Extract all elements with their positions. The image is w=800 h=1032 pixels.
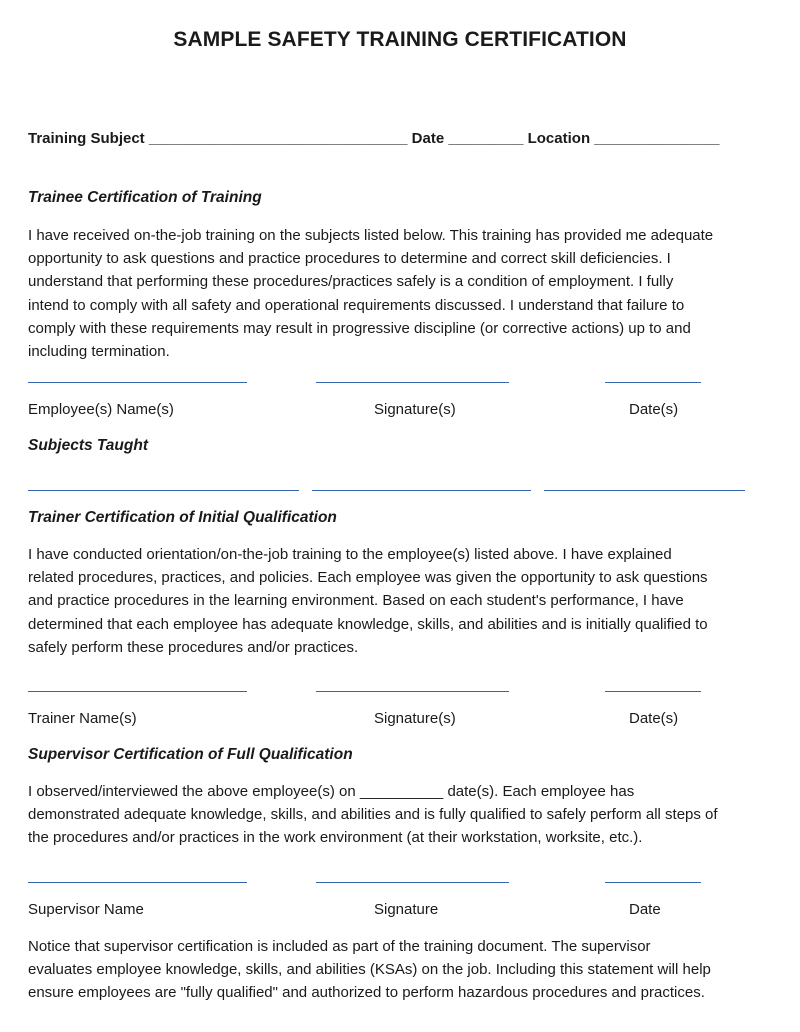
date-field[interactable]: _________ [448,130,524,147]
paragraph-line: evaluates employee knowledge, skills, and abilities (KSAs) on the job. Including this statement will help [28,961,711,979]
supervisor-name-label: Supervisor Name [28,901,144,918]
trainer-date-label: Date(s) [629,710,679,727]
paragraph-line: determined that each employee has adequate knowledge, skills, and abilities and is initially qualified to [28,615,708,633]
paragraph-line: the procedures and/or practices in the work environment (at their workstation, worksite, etc.). [28,829,643,847]
trainee-heading: Trainee Certification of Training [28,189,262,206]
supervisor-signature-line[interactable] [316,882,509,883]
training-subject-field[interactable]: _______________________________ [148,130,408,147]
subject-line-2[interactable] [312,490,531,491]
paragraph-line: including termination. [28,343,170,361]
employee-signature-line[interactable] [316,382,509,383]
paragraph-line: opportunity to ask questions and practice procedures to determine and correct skill deficiencies. I [28,250,671,268]
paragraph-line: I have conducted orientation/on-the-job training to the employee(s) listed above. I have explained [28,546,672,563]
employee-name-line[interactable] [28,382,247,383]
supervisor-heading: Supervisor Certification of Full Qualification [28,746,353,763]
trainer-name-line[interactable] [28,691,247,692]
supervisor-signature-label: Signature [374,901,439,918]
trainer-signature-line[interactable] [316,691,509,692]
employee-signature-label: Signature(s) [374,401,456,418]
supervisor-paragraph [28,780,788,850]
paragraph-line: understand that performing these procedures/practices safely is a condition of employment. I fully [28,273,674,291]
paragraph-line: related procedures, practices, and policies. Each employee was given the opportunity to ask questions [28,569,708,587]
paragraph-line: Notice that supervisor certification is included as part of the training document. The supervisor [28,938,651,955]
training-subject-label: Training Subject [28,130,145,147]
trainer-paragraph [28,543,788,659]
paragraph-line: and practice procedures in the learning environment. Based on each student's performance, I have [28,592,684,610]
trainer-date-line[interactable] [605,691,701,692]
header-fields [28,130,719,147]
employee-date-line[interactable] [605,382,701,383]
supervisor-date-label: Date [629,901,661,918]
subject-line-3[interactable] [544,490,745,491]
subjects-heading: Subjects Taught [28,437,148,454]
paragraph-line: safely perform these procedures and/or practices. [28,638,359,656]
paragraph-line: I have received on-the-job training on the subjects listed below. This training has provided me adequate [28,227,714,244]
paragraph-line: comply with these requirements may result in progressive discipline (or corrective actions) up to and [28,319,691,337]
paragraph-line: ensure employees are "fully qualified" and authorized to perform hazardous procedures and practices. [28,984,705,1002]
paragraph-line: I observed/interviewed the above employee(s) on __________ date(s). Each employee has [28,783,635,800]
trainee-paragraph [28,224,788,363]
date-label: Date [411,130,445,147]
location-field[interactable]: _______________ [594,130,720,147]
trainer-heading: Trainer Certification of Initial Qualification [28,509,337,526]
trainer-signature-label: Signature(s) [374,710,456,727]
paragraph-line: intend to comply with all safety and operational requirements discussed. I understand that failure to [28,296,685,314]
supervisor-name-line[interactable] [28,882,247,883]
supervisor-date-line[interactable] [605,882,701,883]
paragraph-line: demonstrated adequate knowledge, skills, and abilities and is fully qualified to safely perform all steps of [28,806,718,824]
employee-name-label: Employee(s) Name(s) [28,401,174,418]
page-title: SAMPLE SAFETY TRAINING CERTIFICATION [173,28,627,51]
employee-date-label: Date(s) [629,401,679,418]
trainer-name-label: Trainer Name(s) [28,710,137,727]
location-label: Location [527,130,591,147]
subject-line-1[interactable] [28,490,299,491]
notice-paragraph [28,935,788,1005]
